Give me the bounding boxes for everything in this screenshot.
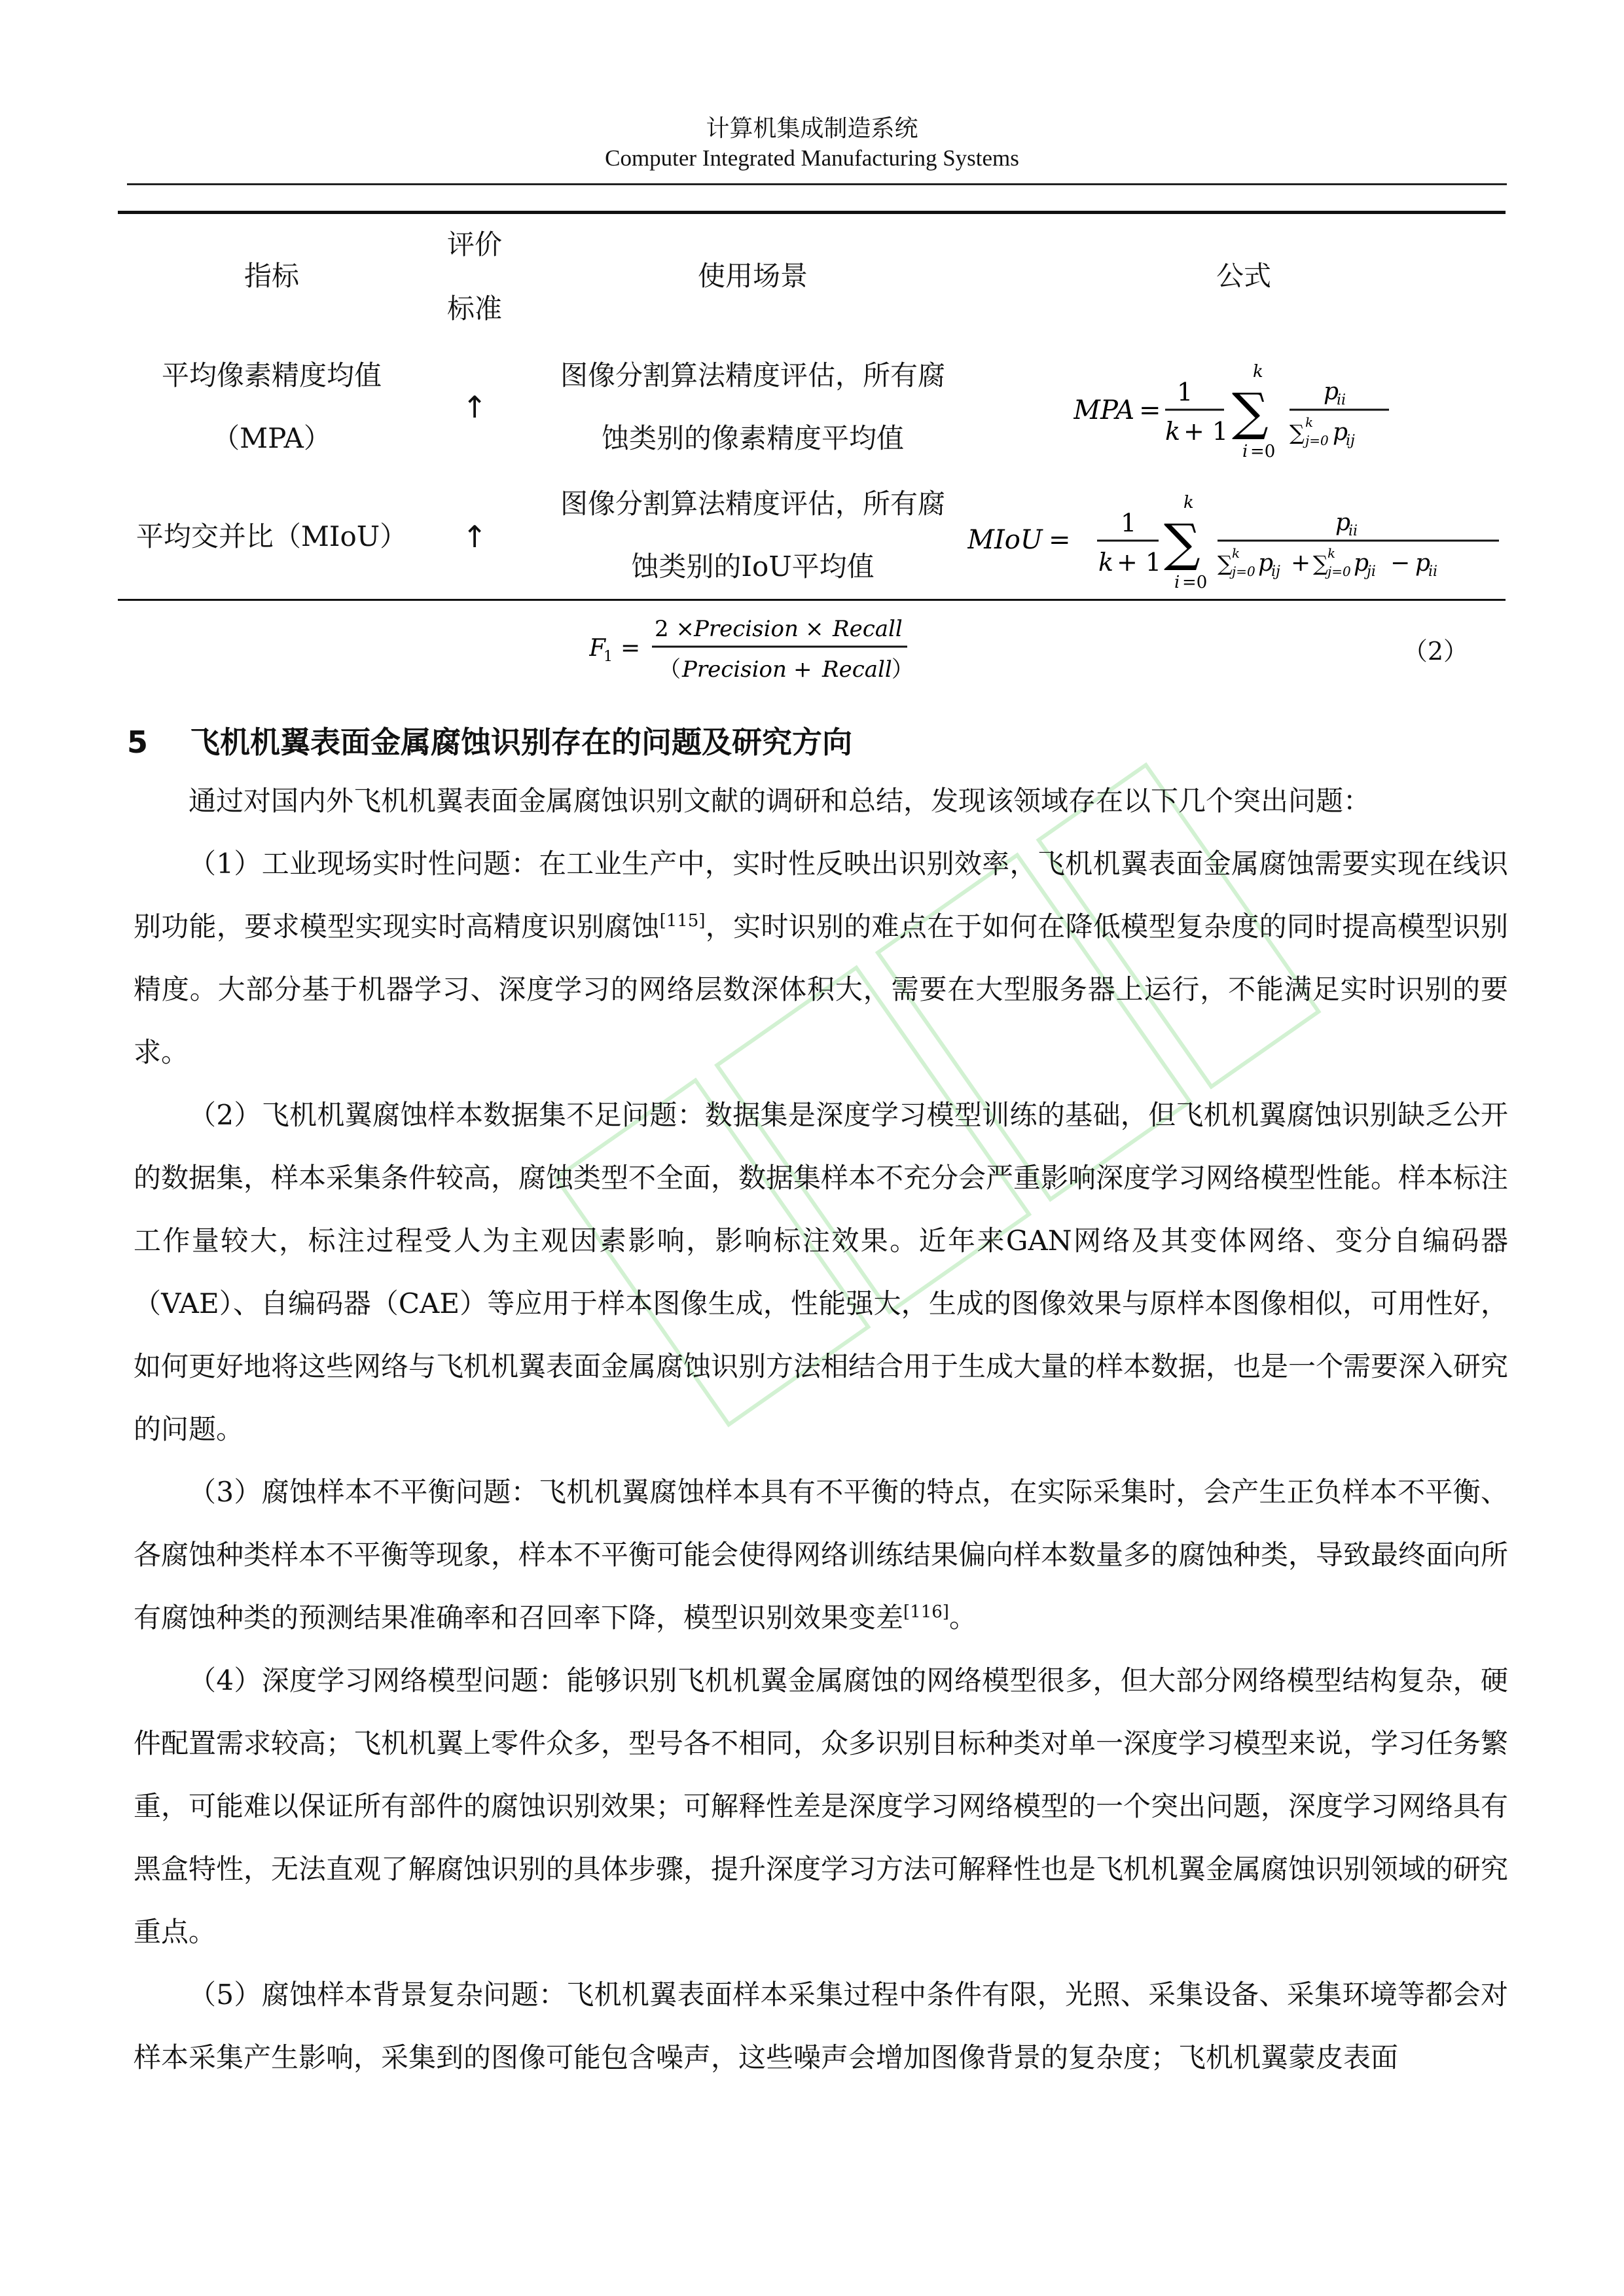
svg-text:=0: =0	[1250, 442, 1276, 461]
table-row-mpa-usage-line2: 蚀类别的像素精度平均值	[601, 422, 904, 454]
svg-text:ii: ii	[1428, 564, 1438, 580]
svg-text:∑: ∑	[1313, 551, 1328, 576]
svg-text:=0: =0	[1182, 573, 1208, 592]
svg-text:k: k	[1253, 362, 1263, 382]
journal-title-en: Computer Integrated Manufacturing Systems	[605, 145, 1019, 171]
svg-text:k: k	[1183, 493, 1194, 512]
table-row-miou-indicator: 平均交并比（MIoU）	[135, 520, 408, 552]
svg-text:+ 1: + 1	[1183, 417, 1229, 446]
svg-text:ij: ij	[1346, 433, 1355, 449]
table-row-miou-usage-line2: 蚀类别的IoU平均值	[631, 550, 875, 583]
body-text	[134, 770, 1508, 2089]
svg-text:1: 1	[604, 649, 613, 665]
svg-text:Recall: Recall	[822, 656, 892, 683]
svg-text:k: k	[1305, 414, 1314, 430]
svg-text:）: ）	[892, 656, 914, 683]
citation-116: [116]	[903, 1602, 949, 1622]
section-number: 5	[127, 725, 149, 760]
table-row-miou-usage-line1: 图像分割算法精度评估，所有腐	[560, 488, 945, 520]
table-top-rule	[118, 211, 1506, 214]
svg-text:=: =	[1139, 395, 1161, 425]
svg-text:p: p	[1415, 550, 1431, 577]
svg-text:i: i	[1242, 442, 1248, 461]
svg-text:=: =	[621, 635, 641, 662]
svg-text:j=0: j=0	[1232, 564, 1255, 579]
svg-text:1: 1	[1121, 509, 1137, 537]
svg-text:p: p	[1335, 509, 1351, 536]
journal-title-cn: 计算机集成制造系统	[706, 115, 918, 142]
section-heading	[127, 719, 852, 762]
svg-text:Precision: Precision	[694, 616, 799, 642]
table-row-mpa-indicator-line1: 平均像素精度均值	[161, 359, 382, 391]
svg-text:p: p	[1324, 378, 1339, 405]
mpa-formula	[1074, 353, 1466, 465]
svg-text:2 ×: 2 ×	[655, 616, 695, 642]
svg-text:p: p	[1258, 550, 1274, 577]
header-rule	[127, 183, 1507, 185]
citation-115: [115]	[659, 911, 706, 931]
table-header-standard-line1: 评价	[446, 228, 502, 260]
svg-text:p: p	[1333, 419, 1348, 446]
svg-text:Recall: Recall	[833, 616, 903, 642]
table-header-formula: 公式	[1216, 260, 1271, 292]
table-row-miou-standard: ↑	[461, 519, 488, 554]
svg-text:Precision: Precision	[682, 656, 787, 683]
svg-text:MIoU: MIoU	[967, 525, 1043, 555]
svg-text:i: i	[1174, 573, 1180, 592]
f1-formula	[589, 606, 916, 685]
svg-text:（: （	[659, 656, 681, 683]
svg-text:j=0: j=0	[1327, 564, 1351, 579]
svg-text:ij: ij	[1271, 564, 1280, 580]
table-header-indicator: 指标	[244, 260, 299, 292]
svg-text:∑: ∑	[1218, 551, 1233, 576]
table-row-mpa-usage-line1: 图像分割算法精度评估，所有腐	[560, 359, 945, 391]
svg-text:k: k	[1098, 548, 1114, 577]
miou-formula	[967, 484, 1504, 596]
table-header-standard-line2: 标准	[446, 293, 502, 325]
svg-text:ii: ii	[1337, 392, 1346, 408]
paragraph-2: （2）飞机机翼腐蚀样本数据集不足问题：数据集是深度学习模型训练的基础，但飞机机翼腐蚀识别缺乏公开的数据集，样本采集条件较高，腐蚀类型不全面，数据集样本不充分会严重影响深度学习网络模型性能。样本标注工作量较大，标注过程受人为主观因素影响，影响标注效果。近年来GAN网络及其变体网络、变分自编码器（VAE）、自编码器（CAE）等应用于样本图像生成，性能强大，生成的图像效果与原样本图像相似，可用性好，如何更好地将这些网络与飞机机翼表面金属腐蚀识别方法相结合用于生成大量的样本数据，也是一个需要深入研究的问题。	[134, 1099, 1509, 1445]
svg-text:=: =	[1049, 525, 1071, 555]
svg-text:−: −	[1390, 550, 1411, 577]
svg-text:×: ×	[805, 616, 824, 642]
section-title: 飞机机翼表面金属腐蚀识别存在的问题及研究方向	[190, 725, 852, 760]
svg-text:ji: ji	[1367, 564, 1376, 580]
svg-text:k: k	[1165, 417, 1181, 446]
svg-text:+: +	[793, 656, 812, 683]
table-row-mpa-indicator-line2: （MPA）	[212, 422, 331, 454]
paragraph-5: （5）腐蚀样本背景复杂问题：飞机机翼表面样本采集过程中条件有限，光照、采集设备、采集环境等都会对样本采集产生影响，采集到的图像可能包含噪声，这些噪声会增加图像背景的复杂度；飞机机翼蒙皮表面	[134, 1979, 1508, 2073]
svg-text:1: 1	[1177, 378, 1193, 406]
svg-text:MPA: MPA	[1074, 395, 1135, 425]
table-row-mpa-standard: ↑	[461, 389, 488, 425]
svg-text:∑: ∑	[1232, 383, 1269, 442]
paragraph-1: （1）工业现场实时性问题：在工业生产中，实时性反映出识别效率，飞机机翼表面金属腐蚀需要实现在线识别功能，要求模型实现实时高精度识别腐蚀[115]，实时识别的难点在于如何在降低模型复杂度的同时提高模型识别精度。大部分基于机器学习、深度学习的网络层数深体积大，需要在大型服务器上运行，不能满足实时识别的要求。	[134, 848, 1508, 1068]
svg-text:∑: ∑	[1164, 514, 1200, 573]
equation-number: （2）	[1402, 637, 1468, 666]
paragraph-3: （3）腐蚀样本不平衡问题：飞机机翼腐蚀样本具有不平衡的特点，在实际采集时，会产生正负样本不平衡、各腐蚀种类样本不平衡等现象，样本不平衡可能会使得网络训练结果偏向样本数量多的腐蚀种类，导致最终面向所有腐蚀种类的预测结果准确率和召回率下降，模型识别效果变差[116]。	[134, 1476, 1509, 1634]
svg-text:F: F	[589, 635, 605, 662]
svg-text:+ 1: + 1	[1117, 548, 1162, 577]
svg-text:k: k	[1232, 545, 1240, 561]
svg-text:k: k	[1327, 545, 1336, 561]
svg-text:p: p	[1354, 550, 1369, 577]
paragraph-4: （4）深度学习网络模型问题：能够识别飞机机翼金属腐蚀的网络模型很多，但大部分网络模型结构复杂，硬件配置需求较高；飞机机翼上零件众多，型号各不相同，众多识别目标种类对单一深度学习模型来说，学习任务繁重，可能难以保证所有部件的腐蚀识别效果；可解释性差是深度学习网络模型的一个突出问题，深度学习网络具有黑盒特性，无法直观了解腐蚀识别的具体步骤，提升深度学习方法可解释性也是飞机机翼金属腐蚀识别领域的研究重点。	[134, 1664, 1509, 1948]
svg-text:ii: ii	[1348, 523, 1358, 539]
table-header-usage: 使用场景	[697, 260, 808, 292]
svg-text:j=0: j=0	[1305, 433, 1329, 448]
svg-text:+: +	[1291, 550, 1311, 577]
paragraph-intro: 通过对国内外飞机机翼表面金属腐蚀识别文献的调研和总结，发现该领域存在以下几个突出问题：	[189, 785, 1371, 817]
table-bottom-rule	[118, 599, 1506, 601]
svg-text:∑: ∑	[1290, 420, 1305, 445]
